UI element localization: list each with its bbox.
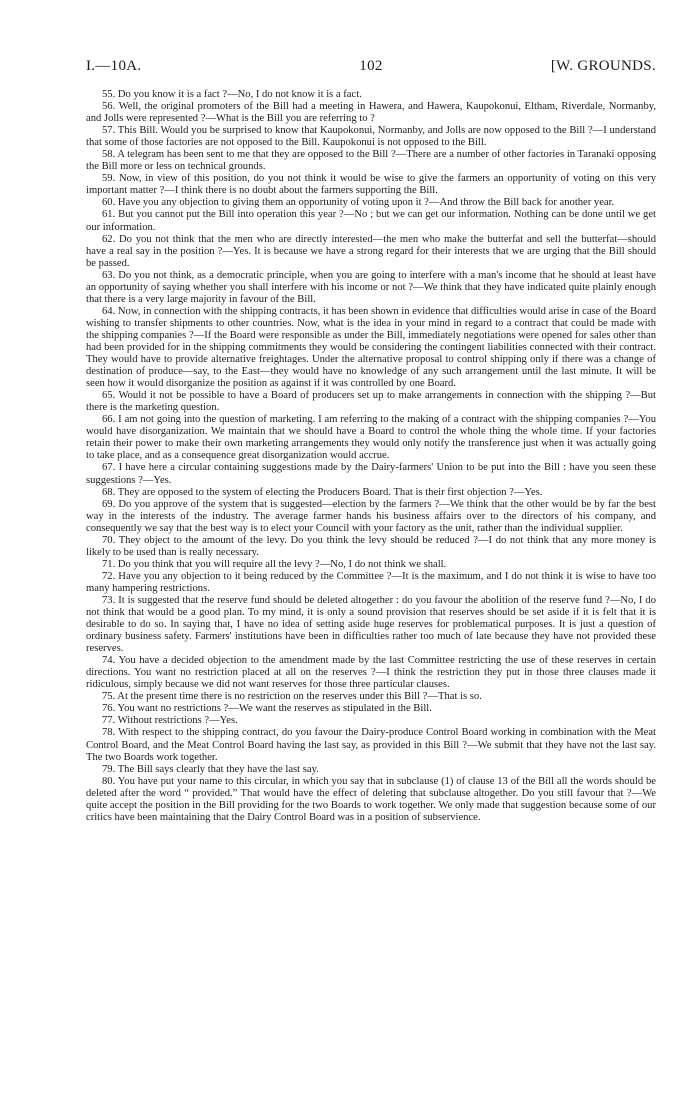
paragraph-65: 65. Would it not be possible to have a Board of producers set up to make arrangements in connection with the shipping ?—But there is the marketing question.: [86, 390, 656, 414]
paragraph-58: 58. A telegram has been sent to me that they are opposed to the Bill ?—There are a number of other factories in Taranaki opposing the Bill more or less on technical grounds.: [86, 149, 656, 173]
evidence-body: [86, 89, 656, 824]
paragraph-75: 75. At the present time there is no restriction on the reserves under this Bill ?—That is so.: [102, 691, 482, 703]
paragraph-66: 66. I am not going into the question of marketing. I am referring to the making of a contract with the shipping companies ?—You would have disorganization. We maintain that we should have a Board to control the whole thing the whole time. If your factories retain their power to make their own marketing arrangements they would only notify the transference just when it was actually going to take place, and as a consequence great disorganization would accrue.: [86, 414, 656, 462]
witness-name: [W. GROUNDS.: [550, 58, 656, 74]
paragraph-64: 64. Now, in connection with the shipping contracts, it has been shown in evidence that difficulties would arise in case of the Board wishing to transfer shipments to other countries. Now, what is the idea in your mind in regard to a contract that could be made with the shipping companies ?—If the Board were responsible as under the Bill, immediately negotiations were opened for sales other than had been provided for in the shipping commitments they would be considering the contingent liabilities connected with their contract. They would have to provide alternative freightages. Under the alternative proposal to control shipping only if there was a change of destination of produce—say, to the East—they would have no knowledge of any such arrangement until the last minute. It will be seen how it would disorganize the position as against if it was controlled by one Board.: [86, 305, 656, 390]
paragraph-57: 57. This Bill. Would you be surprised to know that Kaupokonui, Normanby, and Jolls are now opposed to the Bill ?—I understand that some of those factories are not opposed to the Bill. Kaupokonui is not opposed to the Bill.: [86, 125, 656, 149]
paragraph-78: 78. With respect to the shipping contract, do you favour the Dairy-produce Control Board working in combination with the Meat Control Board, and the Meat Control Board having the last say, as provided in this Bill ?—We submit that they have not the last say. The two Boards work together.: [86, 727, 656, 763]
paragraph-56: 56. Well, the original promoters of the Bill had a meeting in Hawera, and Hawera, Kaupokonui, Eltham, Riverdale, Normanby, and Jolls were represented ?—What is the Bill you are referring to ?: [86, 101, 656, 125]
page-number: 102: [359, 58, 383, 74]
paragraph-69: 69. Do you approve of the system that is suggested—election by the farmers ?—We think that the other would be by far the best way in the interests of the industry. The average farmer hands his business affairs over to the directors of his company, and consequently we say that the best way is to elect your Council with your factory as the unit, rather than the individual supplier.: [86, 498, 656, 534]
paragraph-72: 72. Have you any objection to it being reduced by the Committee ?—It is the maximum, and I do not think it is wise to have too many hampering restrictions.: [86, 570, 656, 594]
paragraph-73: 73. It is suggested that the reserve fund should be deleted altogether : do you favour the abolition of the reserve fund ?—No, I do not think that would be a good plan. To my mind, it is only a sound provision that reserves should be set aside if it is felt that it is desirable to do so. In saying that, I have no idea of setting aside huge reserves for problematical purposes. It is just a question of ordinary business safety. Farmers' institutions have been in difficulties rather too much of late because they have not provided these reserves.: [86, 594, 656, 655]
paragraph-59: 59. Now, in view of this position, do you not think it would be wise to give the farmers an opportunity of voting on this very important matter ?—I think there is no doubt about the farmers supporting the Bill.: [86, 173, 656, 197]
paragraph-74: 74. You have a decided objection to the amendment made by the last Committee restricting the use of these reserves in certain directions. You want no restriction placed at all on the reserves ?—I think the restriction they put in those three clauses made it ridiculous, simply because we did not want reserves for those three particular clauses.: [86, 655, 656, 691]
document-reference: I.—10A.: [86, 58, 142, 74]
paragraph-63: 63. Do you not think, as a democratic principle, when you are going to interfere with a man's income that he should at least have an opportunity of saying whether you shall interfere with his income or not ?—We think that they have indicated quite plainly enough that there is a very large majority in favour of the Bill.: [86, 269, 656, 305]
paragraph-67: 67. I have here a circular containing suggestions made by the Dairy-farmers' Union to be put into the Bill : have you seen these suggestions ?—Yes.: [86, 462, 656, 486]
paragraph-77: 77. Without restrictions ?—Yes.: [102, 715, 238, 727]
paragraph-70: 70. They object to the amount of the levy. Do you think the levy should be reduced ?—I do not think that any more money is likely to be used than is really necessary.: [86, 534, 656, 558]
paragraph-80: 80. You have put your name to this circular, in which you say that in subclause (1) of clause 13 of the Bill all the words should be deleted after the word “ provided.” That would have the effect of deleting that subclause altogether. Do you still favour that ?—We quite accept the position in the Bill providing for the two Boards to work together. We only made that suggestion because some of our critics have been maintaining that the Dairy Control Board was in a position of subservience.: [86, 775, 656, 823]
paragraph-55: 55. Do you know it is a fact ?—No, I do not know it is a fact.: [102, 89, 362, 100]
paragraph-62: 62. Do you not think that the men who are directly interested—the men who make the butterfat and sell the butterfat—should have a real say in the position ?—Yes. It is because we have a strong regard for their interests that we are urging that the Bill should be passed.: [86, 233, 656, 269]
paragraph-60: 60. Have you any objection to giving them an opportunity of voting upon it ?—And throw the Bill back for another year.: [102, 197, 615, 209]
paragraph-76: 76. You want no restrictions ?—We want the reserves as stipulated in the Bill.: [102, 703, 432, 715]
paragraph-68: 68. They are opposed to the system of electing the Producers Board. That is their first objection ?—Yes.: [102, 486, 543, 498]
paragraph-61: 61. But you cannot put the Bill into operation this year ?—No ; but we can get our information. Nothing can be done until we get our information.: [86, 209, 656, 233]
paragraph-71: 71. Do you think that you will require all the levy ?—No, I do not think we shall.: [102, 558, 447, 570]
paragraph-79: 79. The Bill says clearly that they have the last say.: [102, 763, 319, 775]
page-header: [86, 58, 656, 75]
